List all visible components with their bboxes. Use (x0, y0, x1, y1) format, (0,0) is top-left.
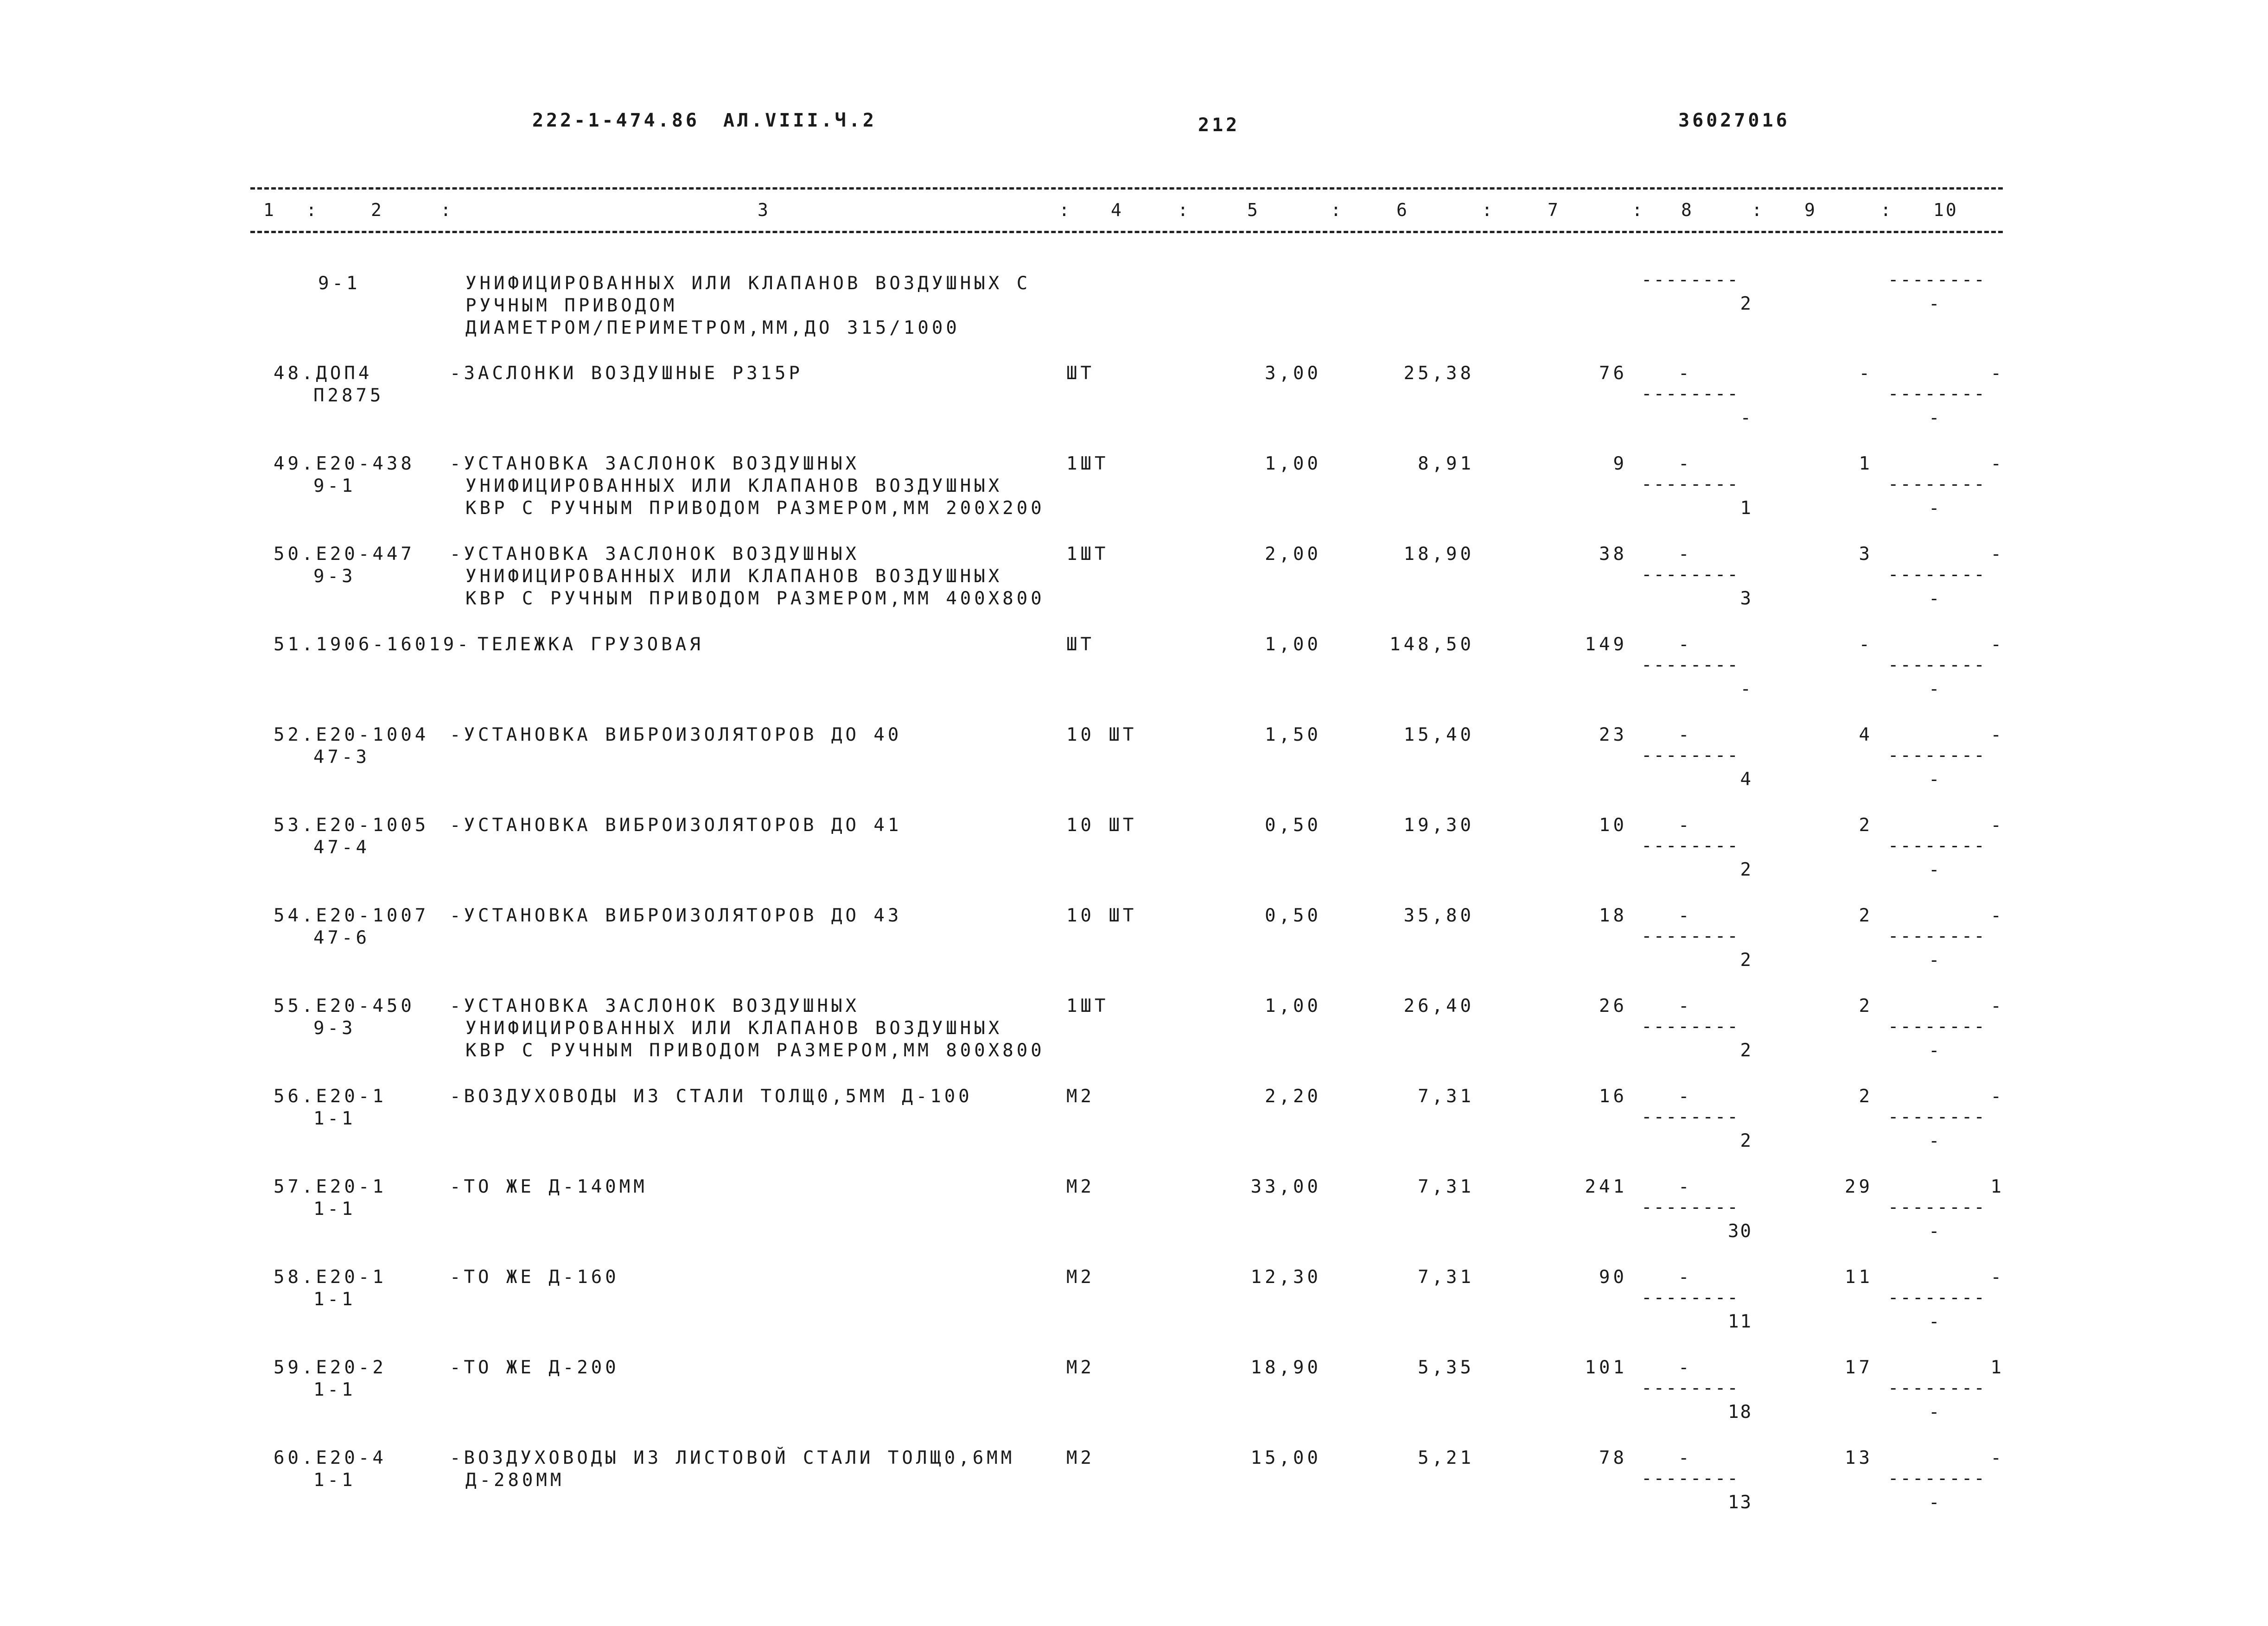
row-code: 47-6 (313, 927, 370, 948)
col8-denominator: - (1740, 407, 1752, 428)
col10-numerator: - (1990, 905, 2003, 926)
row-description-line: -УСТАНОВКА ЗАСЛОНОК ВОЗДУШНЫХ (450, 453, 860, 474)
col8-numerator: - (1678, 1086, 1691, 1107)
col10-numerator: - (1990, 996, 2003, 1016)
col9-value: 4 (1859, 724, 1873, 745)
col8-numerator: - (1678, 544, 1691, 565)
col8-denominator: 13 (1728, 1492, 1752, 1513)
row-description-line: -ТО ЖЕ Д-160 (450, 1267, 619, 1288)
row-total: 149 (1585, 634, 1627, 655)
row-description-line: КВР С РУЧНЫМ ПРИВОДОМ РАЗМЕРОМ,ММ 200Х200 (465, 498, 1045, 519)
row-code: 49.Е20-438 (274, 453, 415, 474)
row-unit: 1ШТ (1066, 453, 1109, 474)
row-quantity: 2,20 (1265, 1086, 1321, 1107)
row-code: 55.Е20-450 (274, 996, 415, 1016)
fraction-bar: -------- (1641, 1287, 1739, 1308)
col8-numerator: - (1678, 1448, 1691, 1468)
row-unit: М2 (1066, 1267, 1095, 1288)
row-unit-price: 19,30 (1403, 815, 1474, 836)
row-code: 47-4 (313, 837, 370, 858)
column-separator: : (306, 200, 319, 220)
col8-denominator: 30 (1728, 1221, 1752, 1242)
fraction-bar: -------- (1888, 564, 1986, 585)
col10-denominator: - (1929, 1221, 1941, 1242)
row-unit: 10 ШТ (1066, 724, 1137, 745)
row-unit-price: 18,90 (1403, 544, 1474, 565)
page-number: 212 (1198, 114, 1240, 136)
row-code: 1-1 (313, 1289, 356, 1310)
col10-denominator: - (1929, 1131, 1941, 1151)
fraction-bar: -------- (1888, 269, 1986, 290)
col8-numerator: - (1678, 1267, 1691, 1288)
row-unit-price: 7,31 (1418, 1176, 1474, 1197)
col9-value: - (1859, 634, 1873, 655)
col10-numerator: - (1990, 544, 2003, 565)
fraction-bar: -------- (1641, 926, 1739, 946)
row-quantity: 33,00 (1250, 1176, 1321, 1197)
col10-denominator: - (1929, 859, 1941, 880)
row-total: 38 (1599, 544, 1627, 565)
column-separator: : (1482, 200, 1494, 220)
row-quantity: 1,00 (1265, 634, 1321, 655)
row-total: 16 (1599, 1086, 1627, 1107)
col8-denominator: 1 (1740, 498, 1752, 519)
column-number: 4 (1111, 200, 1123, 220)
row-description-line: УНИФИЦИРОВАННЫХ ИЛИ КЛАПАНОВ ВОЗДУШНЫХ (465, 476, 1003, 496)
row-quantity: 0,50 (1265, 815, 1321, 836)
row-code: 1-1 (313, 1199, 356, 1220)
row-quantity: 3,00 (1265, 363, 1321, 384)
col10-numerator: - (1990, 363, 2003, 384)
col8-numerator: - (1678, 1176, 1691, 1197)
fraction-bar: -------- (1888, 1378, 1986, 1398)
col9-value: - (1859, 363, 1873, 384)
col10-numerator: - (1990, 453, 2003, 474)
col10-numerator: 1 (1990, 1176, 2003, 1197)
row-code: 9-3 (313, 1018, 356, 1039)
row-description-line: -ТО ЖЕ Д-140ММ (450, 1176, 648, 1197)
fraction-bar: -------- (1641, 1016, 1739, 1037)
row-code: 52.Е20-1004 (274, 724, 429, 745)
document-code: 222-1-474.86 (532, 110, 700, 131)
row-code: 9-1 (313, 476, 356, 496)
col10-numerator: - (1990, 1086, 2003, 1107)
row-total: 23 (1599, 724, 1627, 745)
fraction-bar: -------- (1888, 474, 1986, 495)
row-quantity: 18,90 (1250, 1357, 1321, 1378)
col10-numerator: - (1990, 724, 2003, 745)
fraction-bar: -------- (1888, 1016, 1986, 1037)
row-description-line: РУЧНЫМ ПРИВОДОМ (465, 295, 678, 316)
row-unit-price: 15,40 (1403, 724, 1474, 745)
col8-denominator: 2 (1740, 859, 1752, 880)
column-number: 7 (1548, 200, 1560, 220)
row-unit: 1ШТ (1066, 544, 1109, 565)
row-description-line: КВР С РУЧНЫМ ПРИВОДОМ РАЗМЕРОМ,ММ 800Х800 (465, 1040, 1045, 1061)
col10-numerator: 1 (1990, 1357, 2003, 1378)
row-unit: М2 (1066, 1176, 1095, 1197)
col9-value: 2 (1859, 996, 1873, 1016)
col9-value: 2 (1859, 905, 1873, 926)
col10-denominator: - (1929, 407, 1941, 428)
fraction-bar: -------- (1888, 654, 1986, 675)
column-number: 1 (263, 200, 276, 220)
col8-denominator: 2 (1740, 950, 1752, 971)
col10-denominator: - (1929, 950, 1941, 971)
row-description-line: УНИФИЦИРОВАННЫХ ИЛИ КЛАПАНОВ ВОЗДУШНЫХ (465, 1018, 1003, 1039)
column-separator: : (1178, 200, 1190, 220)
row-unit: М2 (1066, 1357, 1095, 1378)
row-code: 48.ДОП4 (274, 363, 373, 384)
fraction-bar: -------- (1888, 1197, 1986, 1218)
col9-value: 13 (1845, 1448, 1873, 1468)
row-unit-price: 5,21 (1418, 1448, 1474, 1468)
col10-denominator: - (1929, 588, 1941, 609)
row-unit-price: 7,31 (1418, 1086, 1474, 1107)
row-total: 78 (1599, 1448, 1627, 1468)
row-quantity: 12,30 (1250, 1267, 1321, 1288)
row-unit: ШТ (1066, 634, 1095, 655)
col8-denominator: 2 (1740, 1131, 1752, 1151)
row-quantity: 1,00 (1265, 453, 1321, 474)
col8-denominator: 2 (1740, 293, 1752, 314)
row-unit: 10 ШТ (1066, 815, 1137, 836)
row-total: 101 (1585, 1357, 1627, 1378)
col8-numerator: - (1678, 905, 1691, 926)
row-description-line: -ВОЗДУХОВОДЫ ИЗ ЛИСТОВОЙ СТАЛИ ТОЛЩ0,6ММ (450, 1448, 1015, 1468)
row-total: 18 (1599, 905, 1627, 926)
col8-numerator: - (1678, 453, 1691, 474)
row-total: 9 (1613, 453, 1627, 474)
col8-numerator: - (1678, 815, 1691, 836)
row-total: 241 (1585, 1176, 1627, 1197)
row-description-line: Д-280ММ (465, 1470, 565, 1491)
header-top-rule (250, 187, 2003, 190)
col10-numerator: - (1990, 815, 2003, 836)
row-unit-price: 25,38 (1403, 363, 1474, 384)
fraction-bar: -------- (1641, 383, 1739, 404)
row-unit-price: 7,31 (1418, 1267, 1474, 1288)
col10-numerator: - (1990, 1448, 2003, 1468)
row-total: 26 (1599, 996, 1627, 1016)
row-description-line: -ТО ЖЕ Д-200 (450, 1357, 619, 1378)
row-unit: М2 (1066, 1086, 1095, 1107)
col9-value: 2 (1859, 815, 1873, 836)
row-code: 9-3 (313, 566, 356, 587)
row-unit-price: 26,40 (1403, 996, 1474, 1016)
row-code: 53.Е20-1005 (274, 815, 429, 836)
column-number: 10 (1933, 200, 1958, 220)
column-number: 3 (758, 200, 770, 220)
row-code: 60.Е20-4 (274, 1448, 387, 1468)
fraction-bar: -------- (1641, 269, 1739, 290)
row-description-line: -УСТАНОВКА ВИБРОИЗОЛЯТОРОВ ДО 41 (450, 815, 902, 836)
fraction-bar: -------- (1641, 835, 1739, 856)
col8-numerator: - (1678, 996, 1691, 1016)
column-number: 5 (1247, 200, 1260, 220)
album-reference: АЛ.VIII.Ч.2 (723, 110, 877, 131)
row-description-line: КВР С РУЧНЫМ ПРИВОДОМ РАЗМЕРОМ,ММ 400Х800 (465, 588, 1045, 609)
fraction-bar: -------- (1888, 1106, 1986, 1127)
row-total: 10 (1599, 815, 1627, 836)
row-quantity: 2,00 (1265, 544, 1321, 565)
row-description-line: -УСТАНОВКА ВИБРОИЗОЛЯТОРОВ ДО 43 (450, 905, 902, 926)
row-unit: М2 (1066, 1448, 1095, 1468)
fraction-bar: -------- (1641, 474, 1739, 495)
column-number: 9 (1804, 200, 1817, 220)
row-quantity: 15,00 (1250, 1448, 1321, 1468)
row-description-line: УНИФИЦИРОВАННЫХ ИЛИ КЛАПАНОВ ВОЗДУШНЫХ (465, 566, 1003, 587)
fraction-bar: -------- (1641, 1197, 1739, 1218)
row-code: 58.Е20-1 (274, 1267, 387, 1288)
document-id: 36027016 (1678, 110, 1790, 131)
col10-denominator: - (1929, 1402, 1941, 1423)
row-description-line: -ЗАСЛОНКИ ВОЗДУШНЫЕ РЗ15Р (450, 363, 803, 384)
fraction-bar: -------- (1641, 745, 1739, 766)
row-code: 1-1 (313, 1470, 356, 1491)
col8-denominator: 2 (1740, 1040, 1752, 1061)
col8-denominator: 3 (1740, 588, 1752, 609)
col10-numerator: - (1990, 634, 2003, 655)
row-description-line: ТЕЛЕЖКА ГРУЗОВАЯ (478, 634, 704, 655)
column-separator: : (1752, 200, 1764, 220)
row-total: 76 (1599, 363, 1627, 384)
fraction-bar: -------- (1641, 1106, 1739, 1127)
column-separator: : (440, 200, 453, 220)
row-description-line: -УСТАНОВКА ВИБРОИЗОЛЯТОРОВ ДО 40 (450, 724, 902, 745)
row-code: 51.1906-16019- (274, 634, 471, 655)
col10-denominator: - (1929, 1040, 1941, 1061)
row-code: 56.Е20-1 (274, 1086, 387, 1107)
column-separator: : (1880, 200, 1893, 220)
header-bottom-rule (250, 231, 2003, 233)
col10-denominator: - (1929, 1492, 1941, 1513)
col8-numerator: - (1678, 1357, 1691, 1378)
col10-numerator: - (1990, 1267, 2003, 1288)
row-code: 47-3 (313, 747, 370, 768)
row-unit: 10 ШТ (1066, 905, 1137, 926)
col9-value: 29 (1845, 1176, 1873, 1197)
col10-denominator: - (1929, 769, 1941, 790)
row-quantity: 1,00 (1265, 996, 1321, 1016)
row-description-line: -ВОЗДУХОВОДЫ ИЗ СТАЛИ ТОЛЩ0,5ММ Д-100 (450, 1086, 973, 1107)
row-description-line: УНИФИЦИРОВАННЫХ ИЛИ КЛАПАНОВ ВОЗДУШНЫХ С (465, 273, 1031, 294)
row-code: 57.Е20-1 (274, 1176, 387, 1197)
fraction-bar: -------- (1641, 564, 1739, 585)
col8-numerator: - (1678, 363, 1691, 384)
row-unit-price: 5,35 (1418, 1357, 1474, 1378)
col10-value: - (1929, 293, 1941, 314)
column-number: 6 (1396, 200, 1409, 220)
row-unit: 1ШТ (1066, 996, 1109, 1016)
column-number: 2 (371, 200, 383, 220)
fraction-bar: -------- (1641, 1378, 1739, 1398)
row-code: 59.Е20-2 (274, 1357, 387, 1378)
row-description-line: ДИАМЕТРОМ/ПЕРИМЕТРОМ,ММ,ДО 315/1000 (465, 318, 960, 338)
fraction-bar: -------- (1888, 383, 1986, 404)
row-unit-price: 8,91 (1418, 453, 1474, 474)
row-code: 54.Е20-1007 (274, 905, 429, 926)
row-quantity: 1,50 (1265, 724, 1321, 745)
fraction-bar: -------- (1888, 926, 1986, 946)
col10-denominator: - (1929, 1311, 1941, 1332)
col8-numerator: - (1678, 724, 1691, 745)
row-unit: ШТ (1066, 363, 1095, 384)
row-total: 90 (1599, 1267, 1627, 1288)
column-number: 8 (1681, 200, 1694, 220)
col8-denominator: - (1740, 679, 1752, 699)
fraction-bar: -------- (1888, 835, 1986, 856)
col9-value: 11 (1845, 1267, 1873, 1288)
column-separator: : (1331, 200, 1343, 220)
row-code: 9-1 (318, 273, 361, 294)
fraction-bar: -------- (1888, 1287, 1986, 1308)
row-code: 1-1 (313, 1108, 356, 1129)
fraction-bar: -------- (1888, 1468, 1986, 1489)
fraction-bar: -------- (1888, 745, 1986, 766)
col9-value: 2 (1859, 1086, 1873, 1107)
col9-value: 3 (1859, 544, 1873, 565)
row-code: 1-1 (313, 1379, 356, 1400)
col10-denominator: - (1929, 498, 1941, 519)
col8-numerator: - (1678, 634, 1691, 655)
col8-denominator: 11 (1728, 1311, 1752, 1332)
col9-value: 17 (1845, 1357, 1873, 1378)
row-description-line: -УСТАНОВКА ЗАСЛОНОК ВОЗДУШНЫХ (450, 996, 860, 1016)
row-unit-price: 35,80 (1403, 905, 1474, 926)
row-unit-price: 148,50 (1389, 634, 1474, 655)
col8-denominator: 4 (1740, 769, 1752, 790)
col8-denominator: 18 (1728, 1402, 1752, 1423)
row-code: П2875 (313, 385, 384, 406)
row-code: 50.Е20-447 (274, 544, 415, 565)
row-quantity: 0,50 (1265, 905, 1321, 926)
column-separator: : (1632, 200, 1644, 220)
row-description-line: -УСТАНОВКА ЗАСЛОНОК ВОЗДУШНЫХ (450, 544, 860, 565)
fraction-bar: -------- (1641, 654, 1739, 675)
col9-value: 1 (1859, 453, 1873, 474)
fraction-bar: -------- (1641, 1468, 1739, 1489)
col10-denominator: - (1929, 679, 1941, 699)
column-separator: : (1059, 200, 1071, 220)
